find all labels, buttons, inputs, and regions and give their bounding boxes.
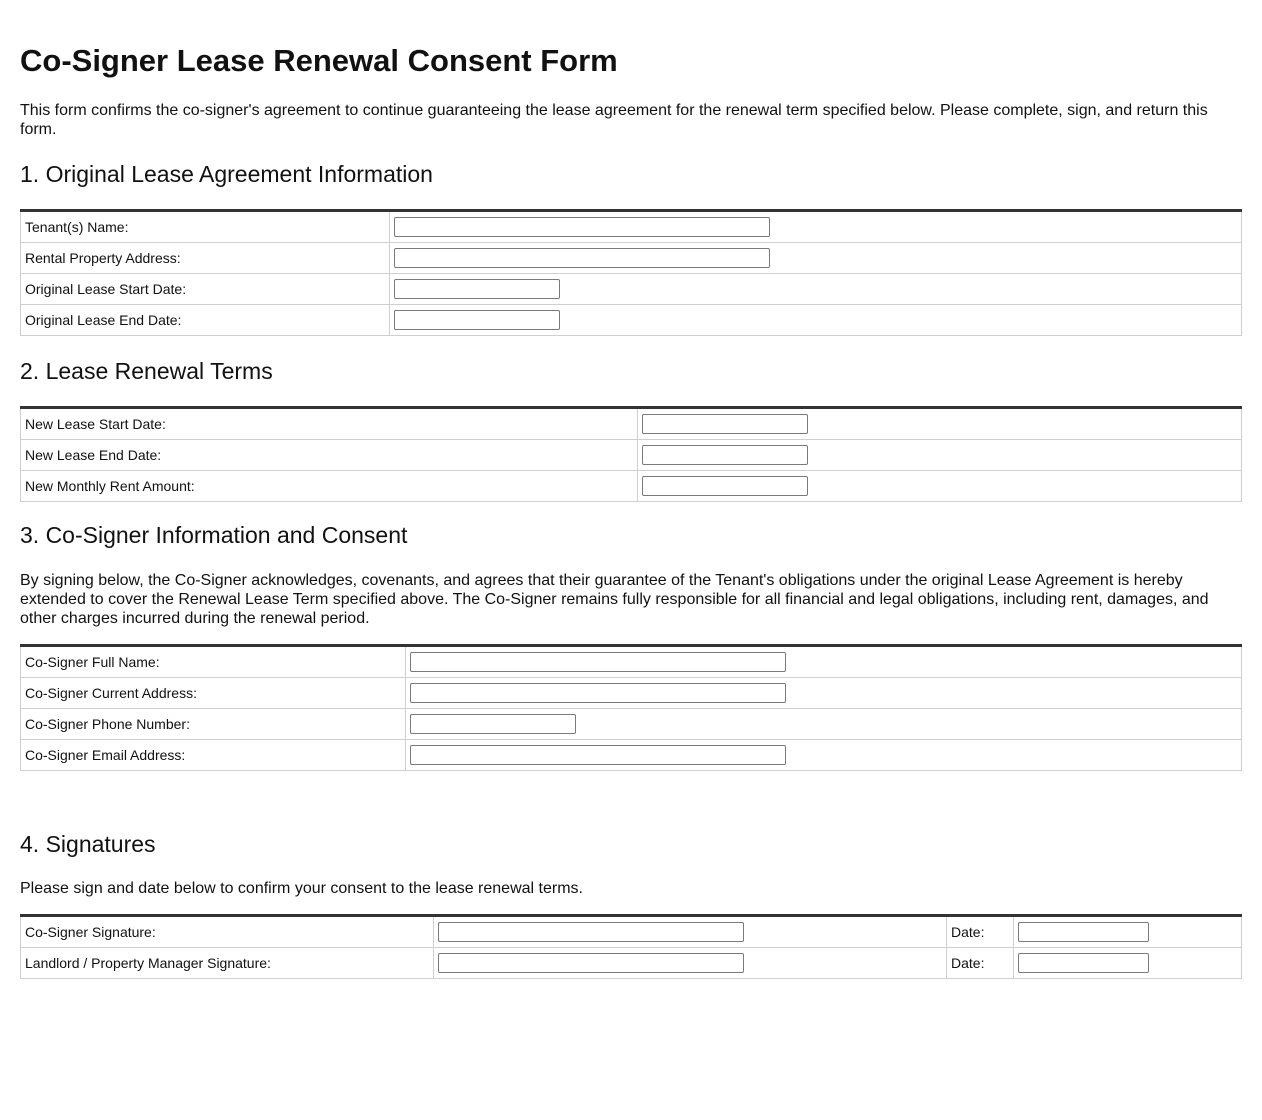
co-signer-signature-input[interactable] <box>438 922 744 942</box>
table-row <box>21 243 1242 274</box>
new-end-date-label: New Lease End Date: <box>21 440 638 471</box>
co-signer-email-input[interactable] <box>410 745 786 765</box>
table-row <box>21 646 1242 678</box>
table-row <box>21 274 1242 305</box>
co-signer-info-table <box>20 644 1242 771</box>
original-start-date-input[interactable] <box>394 279 560 299</box>
tenant-name-input[interactable] <box>394 217 770 237</box>
new-rent-amount-input[interactable] <box>642 476 808 496</box>
co-signer-date-label: Date: <box>947 916 1014 948</box>
property-address-input[interactable] <box>394 248 770 268</box>
section-1-heading: 1. Original Lease Agreement Information <box>20 161 433 187</box>
signatures-instructions: Please sign and date below to confirm your consent to the lease renewal terms. <box>20 880 583 897</box>
table-row <box>21 408 1242 440</box>
co-signer-phone-label: Co-Signer Phone Number: <box>21 709 406 740</box>
co-signer-name-label: Co-Signer Full Name: <box>21 646 406 678</box>
table-row <box>21 740 1242 771</box>
consent-text: By signing below, the Co-Signer acknowledges, covenants, and agrees that their guarantee of the Tenant's obligations under the original Lease Agreement is hereby extended to cover the Renewal Lease Term specified above. The Co-Signer remains fully responsible for all financial and legal obligations, including rent, damages, and other charges incurred during the renewal period. <box>20 572 1209 627</box>
table-row <box>21 440 1242 471</box>
landlord-signature-input[interactable] <box>438 953 744 973</box>
new-end-date-input[interactable] <box>642 445 808 465</box>
co-signer-name-input[interactable] <box>410 652 786 672</box>
co-signer-phone-input[interactable] <box>410 714 576 734</box>
table-row <box>21 211 1242 243</box>
table-row <box>21 471 1242 502</box>
section-2-heading: 2. Lease Renewal Terms <box>20 358 273 384</box>
section-4-heading: 4. Signatures <box>20 831 156 857</box>
intro-text: This form confirms the co-signer's agreement to continue guaranteeing the lease agreement for the renewal term specified below. Please complete, sign, and return this form. <box>20 102 1208 138</box>
co-signer-address-label: Co-Signer Current Address: <box>21 678 406 709</box>
table-row <box>21 709 1242 740</box>
property-address-label: Rental Property Address: <box>21 243 390 274</box>
co-signer-signature-label: Co-Signer Signature: <box>21 916 434 948</box>
renewal-terms-table <box>20 406 1242 502</box>
section-3-heading: 3. Co-Signer Information and Consent <box>20 522 408 548</box>
table-row <box>21 678 1242 709</box>
table-row <box>21 948 1242 979</box>
co-signer-email-label: Co-Signer Email Address: <box>21 740 406 771</box>
co-signer-address-input[interactable] <box>410 683 786 703</box>
original-end-date-label: Original Lease End Date: <box>21 305 390 336</box>
tenant-name-label: Tenant(s) Name: <box>21 211 390 243</box>
original-end-date-input[interactable] <box>394 310 560 330</box>
page-title: Co-Signer Lease Renewal Consent Form <box>20 43 618 78</box>
new-start-date-input[interactable] <box>642 414 808 434</box>
landlord-date-label: Date: <box>947 948 1014 979</box>
landlord-signature-label: Landlord / Property Manager Signature: <box>21 948 434 979</box>
co-signer-date-input[interactable] <box>1018 922 1149 942</box>
signatures-table <box>20 914 1242 979</box>
table-row <box>21 916 1242 948</box>
table-row <box>21 305 1242 336</box>
original-lease-table <box>20 209 1242 336</box>
original-start-date-label: Original Lease Start Date: <box>21 274 390 305</box>
new-start-date-label: New Lease Start Date: <box>21 408 638 440</box>
new-rent-amount-label: New Monthly Rent Amount: <box>21 471 638 502</box>
landlord-date-input[interactable] <box>1018 953 1149 973</box>
